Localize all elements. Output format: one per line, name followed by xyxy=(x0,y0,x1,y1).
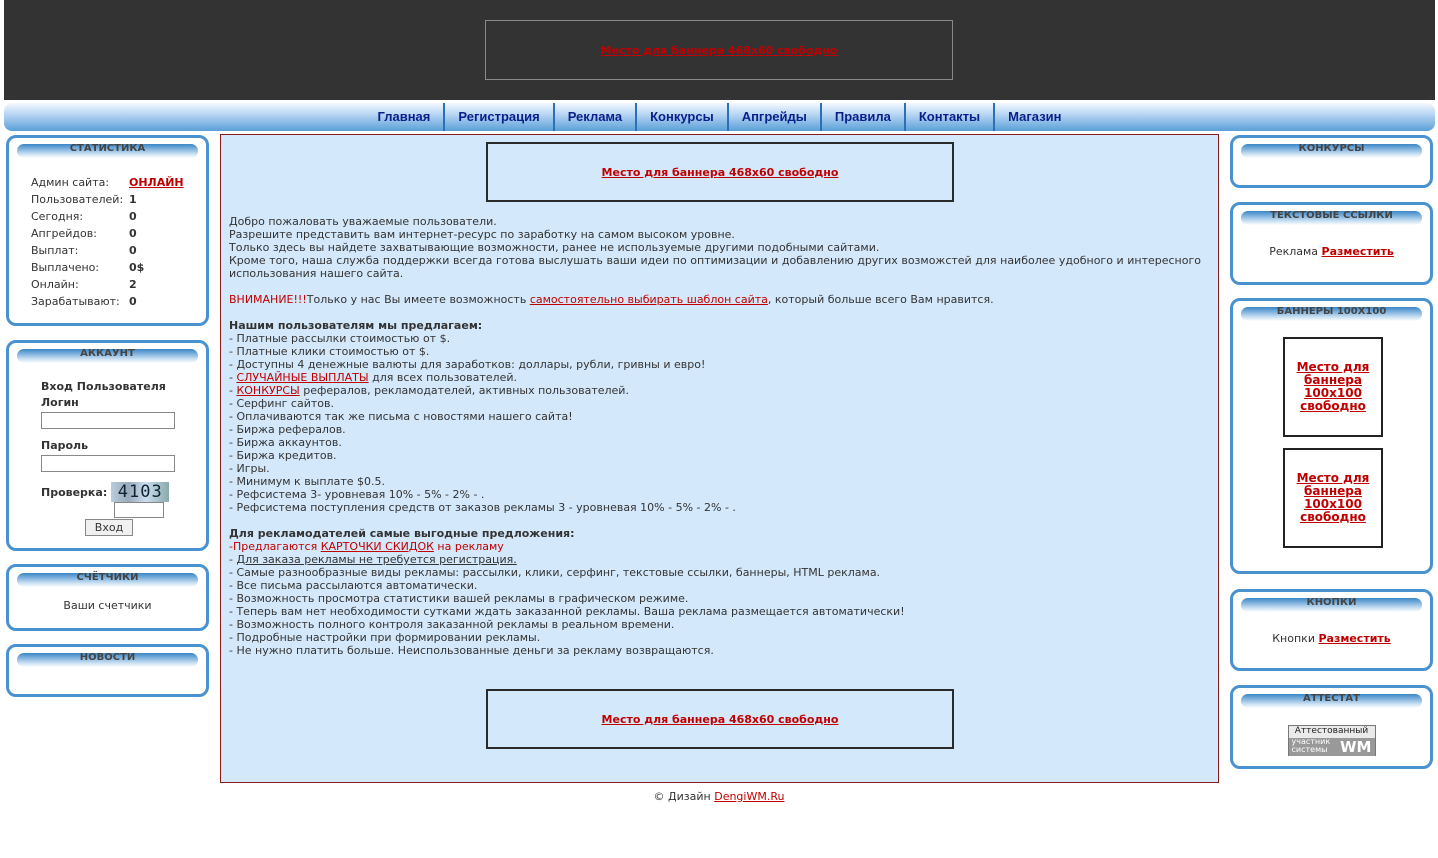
stat-value: 0$ xyxy=(129,261,145,274)
login-heading: Вход Пользователя xyxy=(41,380,166,393)
stat-row xyxy=(31,191,184,208)
list-prefix: - xyxy=(229,553,237,566)
captcha-input[interactable] xyxy=(114,502,164,518)
banners100-box xyxy=(1230,298,1433,574)
nav-registration[interactable]: Регистрация xyxy=(445,103,554,131)
footer xyxy=(0,790,1438,803)
stat-row xyxy=(31,293,184,310)
template-choice-link[interactable]: самостоятельно выбирать шаблон сайта xyxy=(529,293,768,306)
textlinks-text: Реклама xyxy=(1269,245,1322,258)
list-item xyxy=(229,553,1201,566)
news-title: НОВОСТИ xyxy=(17,653,198,667)
intro-line: Кроме того, наша служба поддержки всегда готова выслушать ваши идеи по оптимизации и добавлению других возможстей для наиболее удобного и интересного использования нашего сайта. xyxy=(229,254,1201,280)
footer-text: © Дизайн xyxy=(653,790,715,803)
main-top-banner-link[interactable]: Место для баннера 468x60 свободно xyxy=(601,165,839,179)
stat-value: 0 xyxy=(129,244,137,257)
account-box xyxy=(6,340,209,551)
discount-cards-link[interactable]: КАРТОЧКИ СКИДОК xyxy=(320,540,434,553)
login-form xyxy=(41,380,206,518)
list-item: - Самые разнообразные виды рекламы: рассылки, клики, серфинг, текстовые ссылки, баннеры, HTML реклама. xyxy=(229,566,881,579)
captcha-row xyxy=(41,482,206,502)
list-item: - Биржа аккаунтов. xyxy=(229,436,342,449)
buttons-text: Кнопки xyxy=(1272,632,1319,645)
list-item: - Доступны 4 денежные валюты для заработков: доллары, рубли, гривны и евро! xyxy=(229,358,706,371)
stat-value: 0 xyxy=(129,295,137,308)
account-title: АККАУНТ xyxy=(17,349,198,363)
stat-label: Онлайн: xyxy=(31,278,79,291)
list-item xyxy=(229,371,1201,384)
attention-tail: , который больше всего Вам нравится. xyxy=(767,293,994,306)
stat-row xyxy=(31,174,184,191)
list-item: - Минимум к выплате $0.5. xyxy=(229,475,385,488)
stat-value: 0 xyxy=(129,210,137,223)
nav-shop[interactable]: Магазин xyxy=(1008,109,1062,124)
cards-tail: на рекламу xyxy=(433,540,504,553)
list-item: - Биржа рефералов. xyxy=(229,423,346,436)
list-item: - Игры. xyxy=(229,462,270,475)
contests-link[interactable]: КОНКУРСЫ xyxy=(236,384,300,397)
textlinks-box xyxy=(1230,202,1433,285)
webmoney-attestat-badge[interactable] xyxy=(1288,725,1376,756)
stat-value: 0 xyxy=(129,227,137,240)
nav-upgrades[interactable]: Апгрейды xyxy=(729,103,822,131)
cards-prefix: -Предлагаются xyxy=(229,540,321,553)
list-prefix: - xyxy=(229,384,237,397)
stat-label: Апгрейдов: xyxy=(31,227,97,240)
stat-label: Зарабатывают: xyxy=(31,295,120,308)
list-item: - Все письма рассылаются автоматически. xyxy=(229,579,478,592)
stat-row xyxy=(31,259,184,276)
nav-contacts[interactable]: Контакты xyxy=(906,103,995,131)
list-item: - Теперь вам нет необходимости сутками ждать заказанной рекламы. Ваша реклама размещается автоматически! xyxy=(229,605,905,618)
attention-line xyxy=(229,293,1201,306)
list-item: - Платные рассылки стоимостью от $. xyxy=(229,332,451,345)
users-heading: Нашим пользователям мы предлагаем: xyxy=(229,319,483,332)
list-item: - Возможность просмотра статистики вашей рекламы в графическом режиме. xyxy=(229,592,689,605)
content-text xyxy=(229,215,1201,657)
nav-contests[interactable]: Конкурсы xyxy=(637,103,729,131)
banners100-title: БАННЕРЫ 100X100 xyxy=(1241,307,1422,321)
list-item: - Не нужно платить больше. Неиспользованные деньги за рекламу возвращаются. xyxy=(229,644,714,657)
list-prefix: - xyxy=(229,371,237,384)
contests-box xyxy=(1230,135,1433,188)
header-banner xyxy=(485,20,953,80)
textlinks-place-link[interactable]: Разместить xyxy=(1321,245,1394,258)
wm-badge-line2: участник xyxy=(1291,737,1331,746)
intro-line: Только здесь вы найдете захватывающие возможности, ранее не используемые другими подобными сайтами. xyxy=(229,241,880,254)
stat-row xyxy=(31,208,184,225)
list-item: - Биржа кредитов. xyxy=(229,449,337,462)
stat-label: Сегодня: xyxy=(31,210,84,223)
random-payouts-link[interactable]: СЛУЧАЙНЫЕ ВЫПЛАТЫ xyxy=(236,371,369,384)
buttons-line xyxy=(1233,632,1430,645)
stats-box xyxy=(6,135,209,326)
main-top-banner xyxy=(486,142,954,202)
list-item: - Подробные настройки при формировании рекламы. xyxy=(229,631,541,644)
banner100-link[interactable]: Место для баннера 100x100 свободно xyxy=(1296,471,1370,524)
list-item: - Рефсистема 3- уровневая 10% - 5% - 2% - . xyxy=(229,488,485,501)
list-item: - Оплачиваются так же письма с новостями нашего сайта! xyxy=(229,410,573,423)
stat-value: 2 xyxy=(129,278,137,291)
intro-line: Разрешите представить вам интернет-ресурс по заработку на самом высоком уровне. xyxy=(229,228,735,241)
header-banner-link[interactable]: Место для баннера 468x60 свободно xyxy=(600,43,838,57)
wm-badge-line1: Аттестованный xyxy=(1294,726,1369,736)
buttons-box xyxy=(1230,589,1433,671)
stat-label: Админ сайта: xyxy=(31,176,110,189)
list-tail: для всех пользователей. xyxy=(368,371,518,384)
counters-text: Ваши счетчики xyxy=(63,599,152,612)
login-input[interactable] xyxy=(41,412,175,429)
banner100-slot xyxy=(1283,337,1383,437)
contests-title: КОНКУРСЫ xyxy=(1241,144,1422,158)
login-label: Логин xyxy=(41,396,79,409)
main-bottom-banner xyxy=(486,689,954,749)
main-nav xyxy=(4,103,1435,131)
admin-online-link[interactable]: ОНЛАЙН xyxy=(129,176,184,189)
nav-home[interactable]: Главная xyxy=(365,103,446,131)
banner100-slot xyxy=(1283,448,1383,548)
attestat-box xyxy=(1230,685,1433,769)
stat-label: Пользователей: xyxy=(31,193,124,206)
stats-table xyxy=(31,174,184,310)
header xyxy=(4,0,1435,100)
adv-heading: Для рекламодателей самые выгодные предложения: xyxy=(229,527,575,540)
list-item: - Серфинг сайтов. xyxy=(229,397,334,410)
list-item: - Рефсистема поступления средств от заказов рекламы 3 - уровневая 10% - 5% - 2% - . xyxy=(229,501,736,514)
news-box xyxy=(6,644,209,697)
list-item xyxy=(229,384,1201,397)
list-tail: рефералов, рекламодателей, активных пользователей. xyxy=(299,384,629,397)
list-item: - Платные клики стоимостью от $. xyxy=(229,345,430,358)
stat-value: 1 xyxy=(129,193,137,206)
buttons-title: КНОПКИ xyxy=(1241,598,1422,612)
main-content xyxy=(220,134,1219,783)
textlinks-line xyxy=(1233,245,1430,258)
attention-text: Только у нас Вы имеете возможность xyxy=(306,293,530,306)
attestat-title: АТТЕСТАТ xyxy=(1241,694,1422,708)
counters-title: СЧЁТЧИКИ xyxy=(17,573,198,587)
password-input[interactable] xyxy=(41,455,175,472)
list-item: - Возможность полного контроля заказанной рекламы в реальном времени. xyxy=(229,618,675,631)
wm-badge-bar xyxy=(1289,738,1375,756)
login-button[interactable]: Вход xyxy=(85,519,133,536)
password-label: Пароль xyxy=(41,439,89,452)
buttons-place-link[interactable]: Разместить xyxy=(1318,632,1391,645)
wm-logo-icon: WM xyxy=(1340,738,1372,756)
main-bottom-banner-link[interactable]: Место для баннера 468x60 свободно xyxy=(601,712,839,726)
stats-title: СТАТИСТИКА xyxy=(17,144,198,158)
captcha-image: 4103 xyxy=(111,482,169,502)
wm-badge-line3: системы xyxy=(1291,745,1328,754)
stat-row xyxy=(31,225,184,242)
list-item xyxy=(229,540,1201,553)
counters-box xyxy=(6,564,209,631)
textlinks-title: ТЕКСТОВЫЕ ССЫЛКИ xyxy=(1241,211,1422,225)
nav-rules[interactable]: Правила xyxy=(822,103,906,131)
stat-row xyxy=(31,276,184,293)
check-label: Проверка: xyxy=(41,485,108,499)
no-registration-text: Для заказа рекламы не требуется регистрация. xyxy=(236,553,517,566)
stat-row xyxy=(31,242,184,259)
banner100-link[interactable]: Место для баннера 100x100 свободно xyxy=(1296,360,1370,413)
footer-design-link[interactable]: DengiWM.Ru xyxy=(714,790,785,803)
attention-label: ВНИМАНИЕ!!! xyxy=(229,293,307,306)
nav-advertising[interactable]: Реклама xyxy=(555,103,637,131)
intro-line: Добро пожаловать уважаемые пользователи. xyxy=(229,215,497,228)
stat-label: Выплачено: xyxy=(31,261,100,274)
stat-label: Выплат: xyxy=(31,244,79,257)
